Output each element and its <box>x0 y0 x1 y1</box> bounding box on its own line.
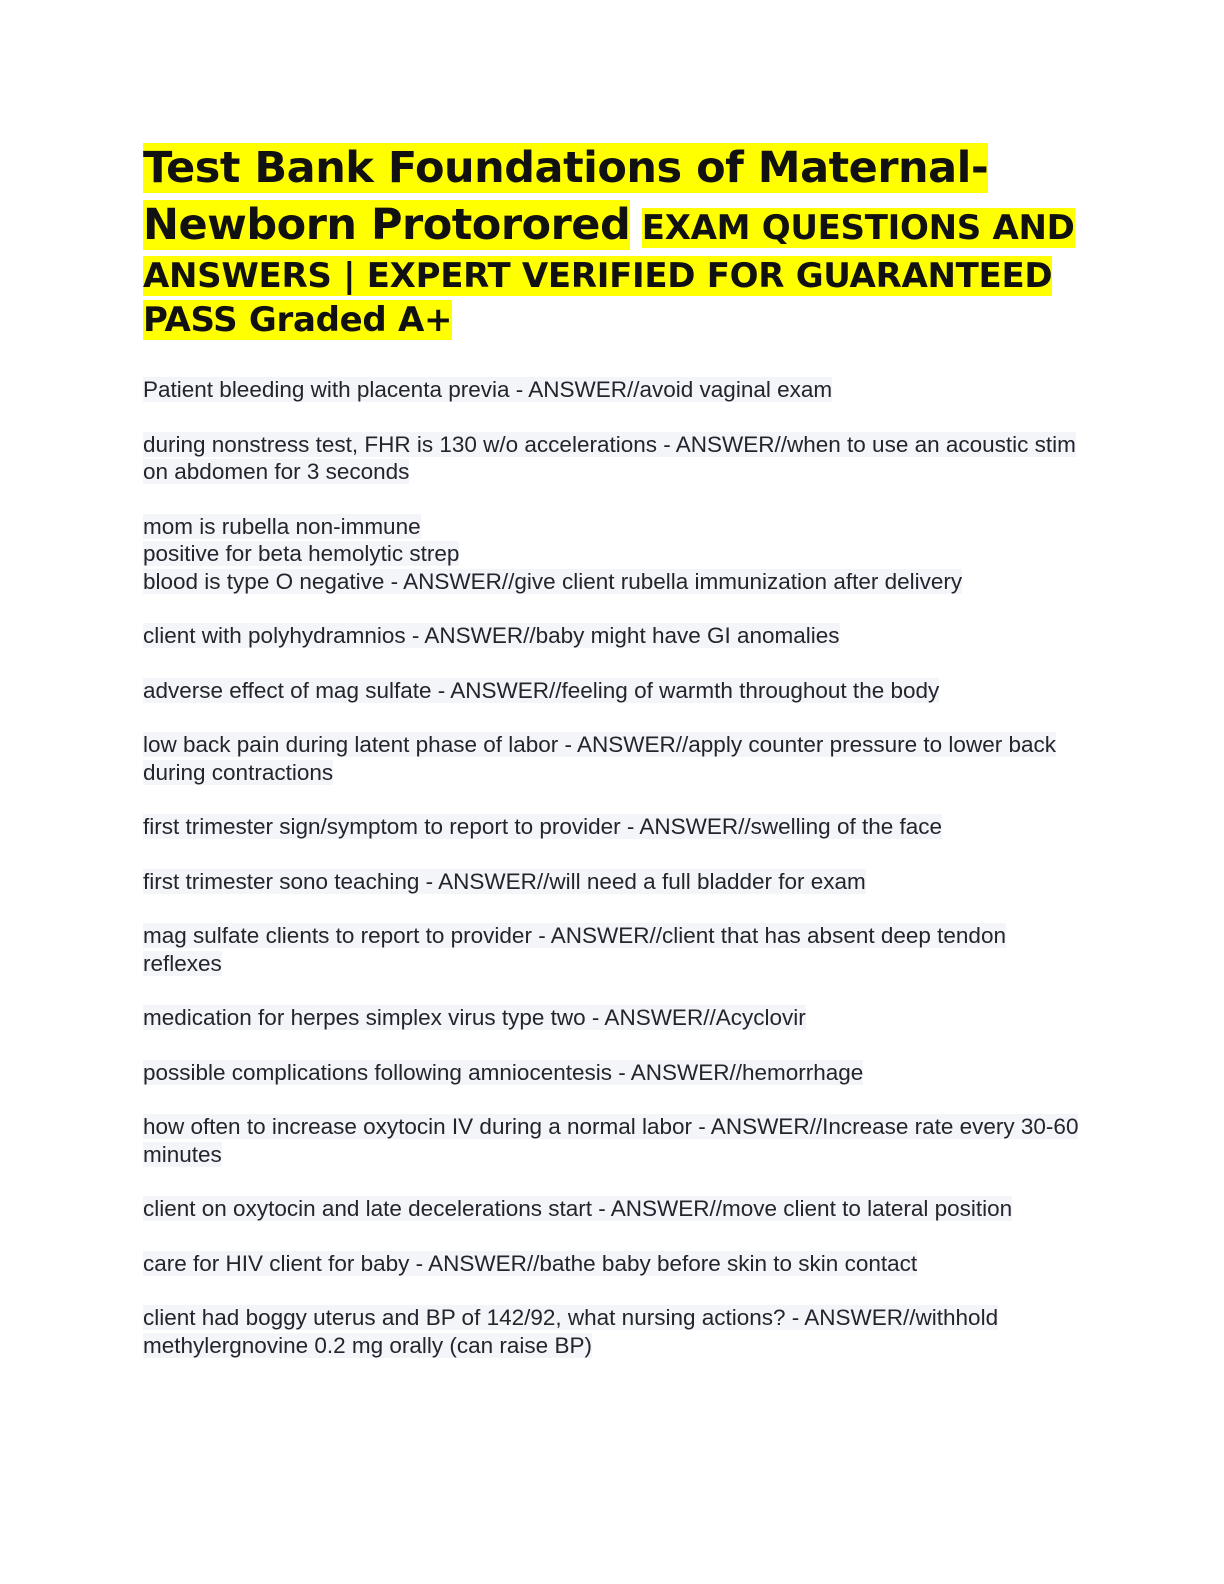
qa-item <box>143 1304 1083 1359</box>
qa-item <box>143 376 1083 404</box>
title-main: Test Bank Foundations of Maternal-Newborn Protorored <box>143 143 989 250</box>
qa-text: client with polyhydramnios - ANSWER//baby might have GI anomalies <box>143 623 840 649</box>
qa-item <box>143 1059 1083 1087</box>
qa-text: first trimester sono teaching - ANSWER//will need a full bladder for exam <box>143 868 866 894</box>
qa-item <box>143 1195 1083 1223</box>
qa-text: low back pain during latent phase of labor - ANSWER//apply counter pressure to lower back during contractions <box>143 732 1056 785</box>
qa-text: how often to increase oxytocin IV during a normal labor - ANSWER//Increase rate every 30-60 minutes <box>143 1114 1079 1167</box>
title-subtitle: EXAM QUESTIONS AND ANSWERS | EXPERT VERIFIED FOR GUARANTEED PASS Graded A+ <box>143 207 1075 341</box>
qa-line <box>143 540 1083 568</box>
qa-line <box>143 568 1083 596</box>
qa-text: during nonstress test, FHR is 130 w/o accelerations - ANSWER//when to use an acoustic stim on abdomen for 3 seconds <box>143 431 1076 485</box>
qa-item <box>143 1250 1083 1278</box>
qa-text: mom is rubella non-immune <box>143 513 421 539</box>
qa-item <box>143 677 1083 705</box>
qa-text: possible complications following amniocentesis - ANSWER//hemorrhage <box>143 1059 864 1085</box>
document-title <box>143 140 1083 343</box>
qa-text: positive for beta hemolytic strep <box>143 541 460 567</box>
qa-text: care for HIV client for baby - ANSWER//bathe baby before skin to skin contact <box>143 1250 918 1276</box>
document-page <box>143 140 1083 1386</box>
qa-line <box>143 513 1083 541</box>
qa-text: client had boggy uterus and BP of 142/92, what nursing actions? - ANSWER//withhold methylergnovine 0.2 mg orally (can raise BP) <box>143 1305 999 1358</box>
qa-item <box>143 731 1083 786</box>
qa-item <box>143 868 1083 896</box>
qa-item <box>143 622 1083 650</box>
qa-item <box>143 513 1083 596</box>
qa-text: first trimester sign/symptom to report to provider - ANSWER//swelling of the face <box>143 814 943 840</box>
qa-text: adverse effect of mag sulfate - ANSWER//feeling of warmth throughout the body <box>143 677 940 703</box>
qa-item <box>143 431 1083 486</box>
qa-text: mag sulfate clients to report to provider - ANSWER//client that has absent deep tendon reflexes <box>143 923 1006 976</box>
qa-item <box>143 922 1083 977</box>
qa-text: Patient bleeding with placenta previa - ANSWER//avoid vaginal exam <box>143 377 833 403</box>
qa-item <box>143 1004 1083 1032</box>
qa-item <box>143 1113 1083 1168</box>
qa-item <box>143 813 1083 841</box>
qa-text: medication for herpes simplex virus type two - ANSWER//Acyclovir <box>143 1005 806 1031</box>
qa-text: blood is type O negative - ANSWER//give client rubella immunization after delivery <box>143 568 963 594</box>
qa-text: client on oxytocin and late decelerations start - ANSWER//move client to lateral position <box>143 1196 1013 1222</box>
